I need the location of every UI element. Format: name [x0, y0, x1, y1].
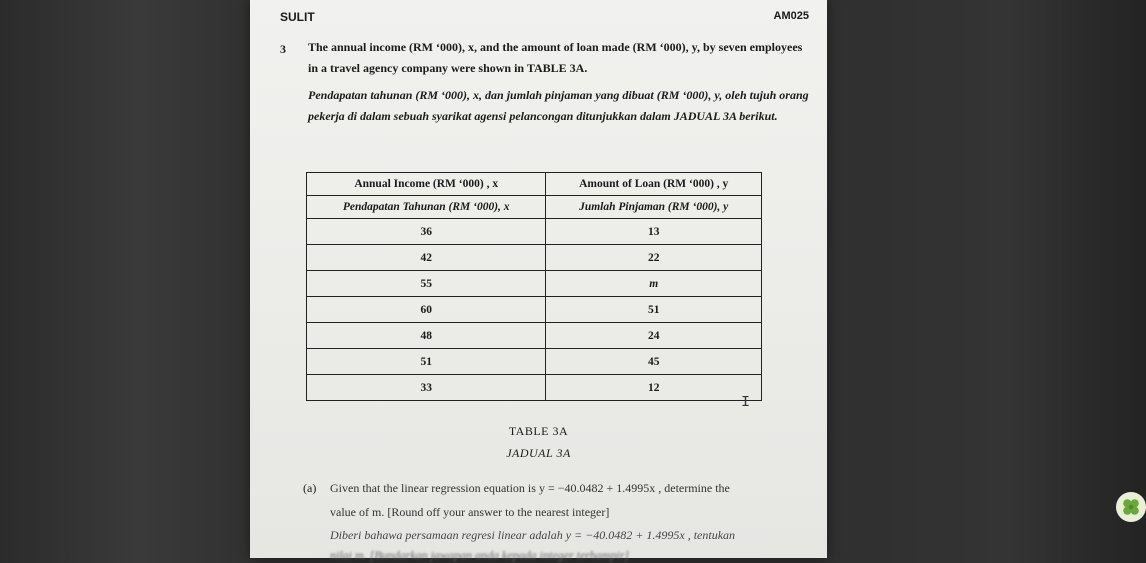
table-row [307, 271, 762, 297]
income-cell: 42 [307, 245, 546, 271]
income-cell: 51 [307, 349, 546, 375]
exam-paper [250, 0, 827, 562]
part-a-line-3: Diberi bahawa persamaan regresi linear adalah y = −40.0482 + 1.4995x , tentukan [330, 528, 736, 542]
part-a-line-4: nilai m. [Bundarkan jawapan anda kepada integer terhampir] [330, 548, 630, 562]
table-row [307, 297, 762, 323]
income-cell: 55 [307, 271, 546, 297]
table-row [307, 375, 762, 401]
part-a-line-2: value of m. [Round off your answer to the nearest integer] [330, 505, 610, 519]
text-cursor-icon: I [741, 394, 751, 411]
table-row [307, 349, 762, 375]
loan-cell: 13 [546, 219, 762, 245]
part-a-line-1: Given that the linear regression equation is y = −40.0482 + 1.4995x , determine the [330, 481, 730, 495]
column-header-income-malay: Pendapatan Tahunan (RM ‘000), x [307, 196, 546, 219]
table-row [307, 219, 762, 245]
loan-cell: 45 [546, 349, 762, 375]
column-header-loan-malay: Jumlah Pinjaman (RM ‘000), y [546, 196, 762, 219]
question-text-malay: Pendapatan tahunan (RM ‘000), x, dan jumlah pinjaman yang dibuat (RM ‘000), y, oleh tujuh orang pekerja di dalam sebuah syarikat agensi pelancongan ditunjukkan dalam JADUAL 3A berikut. [308, 88, 809, 123]
loan-cell: 24 [546, 323, 762, 349]
income-cell: 48 [307, 323, 546, 349]
income-cell: 36 [307, 219, 546, 245]
header-course-code: AM025 [773, 10, 809, 22]
clover-app-icon[interactable] [1116, 492, 1146, 522]
question-text-english: The annual income (RM ‘000), x, and the amount of loan made (RM ‘000), y, by seven employees in a travel agency company were shown in TABLE 3A. [308, 40, 803, 75]
loan-cell: 51 [546, 297, 762, 323]
income-cell: 33 [307, 375, 546, 401]
clover-icon [1120, 496, 1142, 518]
income-loan-table [306, 172, 762, 401]
data-table-container [306, 172, 762, 411]
part-a-label: (a) [303, 481, 317, 495]
loan-cell: 22 [546, 245, 762, 271]
table-row [307, 323, 762, 349]
column-header-income: Annual Income (RM ‘000) , x [307, 173, 546, 196]
column-header-loan: Amount of Loan (RM ‘000) , y [546, 173, 762, 196]
income-cell: 60 [307, 297, 546, 323]
loan-cell-unknown: m [546, 271, 762, 297]
table-row [307, 245, 762, 271]
header-classification: SULIT [280, 10, 315, 24]
table-caption-english: TABLE 3A [508, 424, 569, 438]
table-caption-malay: JADUAL 3A [506, 446, 571, 460]
loan-cell: 12 [546, 375, 762, 401]
question-number: 3 [280, 42, 286, 56]
